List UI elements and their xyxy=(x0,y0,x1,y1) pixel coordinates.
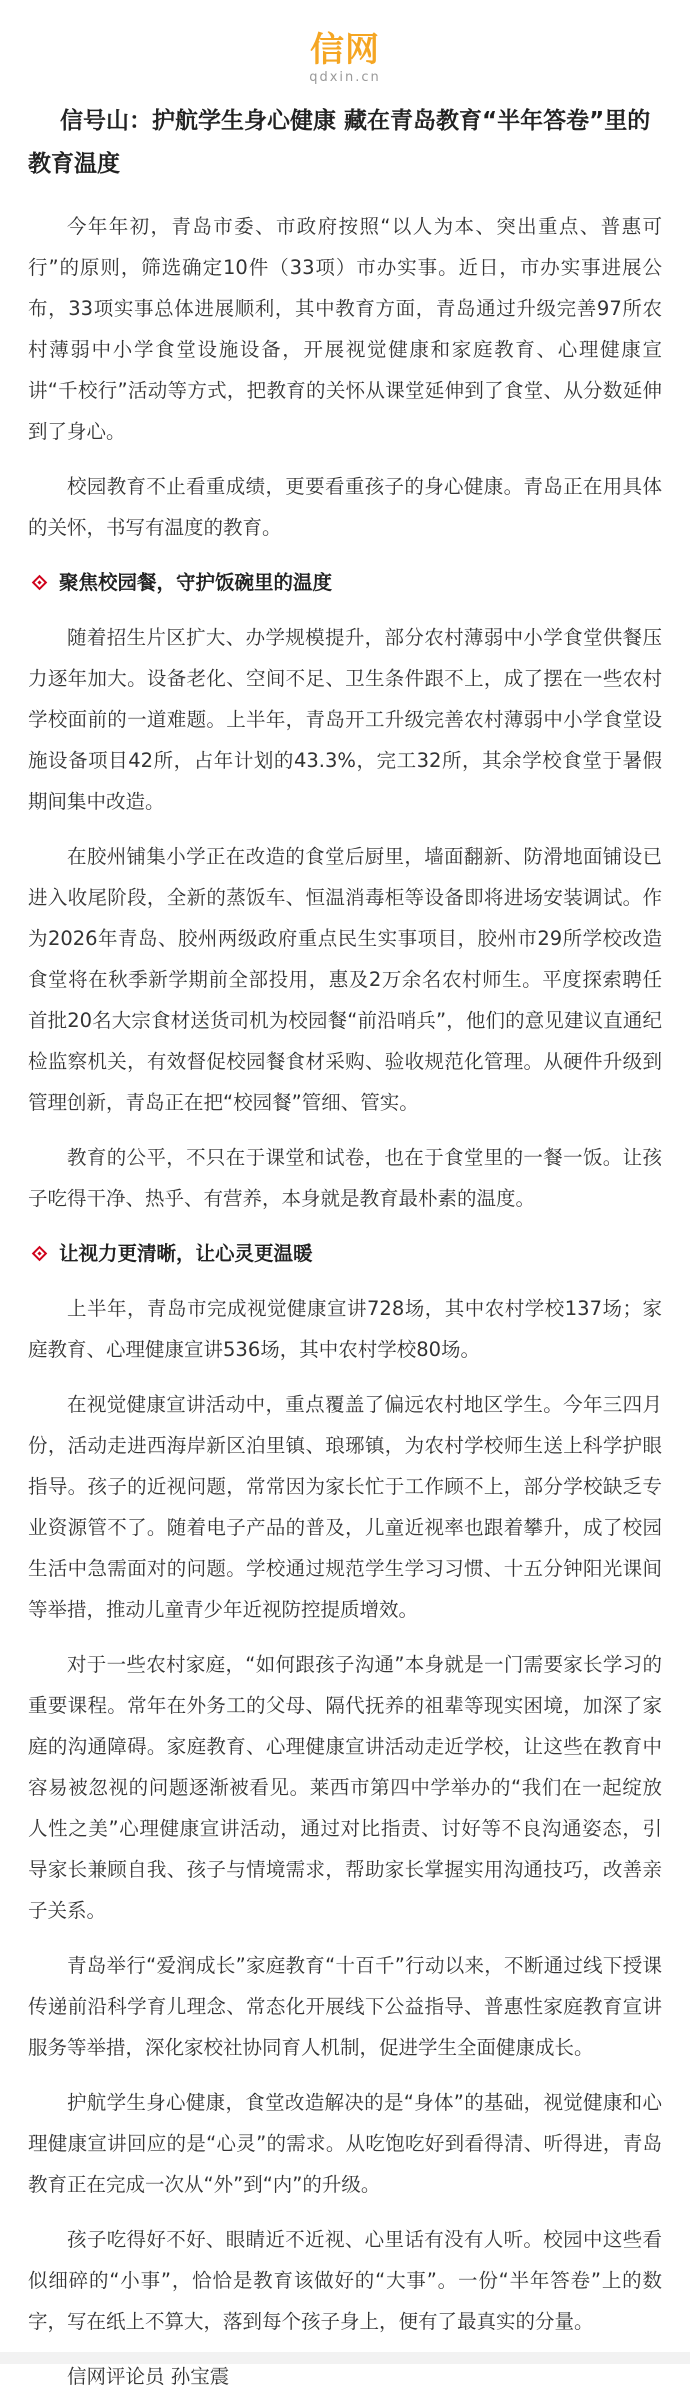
paragraph: 随着招生片区扩大、办学规模提升，部分农村薄弱中小学食堂供餐压力逐年加大。设备老化、空间不足、卫生条件跟不上，成了摆在一些农村学校面前的一道难题。上半年，青岛开工升级完善农村薄弱中小学食堂设施设备项目42所，占年计划的43.3%，完工32所，其余学校食堂于暑假期间集中改造。 xyxy=(28,626,662,813)
paragraph: 教育的公平，不只在于课堂和试卷，也在于食堂里的一餐一饭。让孩子吃得干净、热乎、有营养，本身就是教育最朴素的温度。 xyxy=(28,1146,662,1210)
section-heading-text: 让视力更清晰，让心灵更温暖 xyxy=(59,1242,313,1265)
logo-domain-text: qdxin.cn xyxy=(309,70,381,85)
diamond-bullet-icon xyxy=(32,575,48,591)
paragraph: 上半年，青岛市完成视觉健康宣讲728场，其中农村学校137场；家庭教育、心理健康宣讲536场，其中农村学校80场。 xyxy=(28,1297,662,1361)
paragraph: 对于一些农村家庭，“如何跟孩子沟通”本身就是一门需要家长学习的重要课程。常年在外务工的父母、隔代抚养的祖辈等现实困境，加深了家庭的沟通障碍。家庭教育、心理健康宣讲活动走近学校，让这些在教育中容易被忽视的问题逐渐被看见。莱西市第四中学举办的“我们在一起绽放人性之美”心理健康宣讲活动，通过对比指责、讨好等不良沟通姿态，引导家长兼顾自我、孩子与情境需求，帮助家长掌握实用沟通技巧，改善亲子关系。 xyxy=(28,1653,662,1922)
logo-main-text: 信网 xyxy=(310,30,380,70)
section-heading xyxy=(28,562,662,603)
diamond-bullet-icon xyxy=(32,1246,48,1262)
paragraph: 护航学生身心健康，食堂改造解决的是“身体”的基础，视觉健康和心理健康宣讲回应的是“心灵”的需求。从吃饱吃好到看得清、听得进，青岛教育正在完成一次从“外”到“内”的升级。 xyxy=(28,2091,662,2196)
paragraph: 在视觉健康宣讲活动中，重点覆盖了偏远农村地区学生。今年三四月份，活动走进西海岸新区泊里镇、琅琊镇，为农村学校师生送上科学护眼指导。孩子的近视问题，常常因为家长忙于工作顾不上，部分学校缺乏专业资源管不了。随着电子产品的普及，儿童近视率也跟着攀升，成了校园生活中急需面对的问题。学校通过规范学生学习习惯、十五分钟阳光课间等举措，推动儿童青少年近视防控提质增效。 xyxy=(28,1393,662,1621)
section-heading xyxy=(28,1233,662,1274)
paragraph: 在胶州铺集小学正在改造的食堂后厨里，墙面翻新、防滑地面铺设已进入收尾阶段，全新的蒸饭车、恒温消毒柜等设备即将进场安装调试。作为2026年青岛、胶州两级政府重点民生实事项目，胶州市29所学校改造食堂将在秋季新学期前全部投用，惠及2万余名农村师生。平度探索聘任首批20名大宗食材送货司机为校园餐“前沿哨兵”，他们的意见建议直通纪检监察机关，有效督促校园餐食材采购、验收规范化管理。从硬件升级到管理创新，青岛正在把“校园餐”管细、管实。 xyxy=(28,845,662,1114)
paragraph: 青岛举行“爱润成长”家庭教育“十百千”行动以来，不断通过线下授课传递前沿科学育儿理念、常态化开展线下公益指导、普惠性家庭教育宣讲服务等举措，深化家校社协同育人机制，促进学生全面健康成长。 xyxy=(28,1954,662,2059)
article-title: 信号山：护航学生身心健康 藏在青岛教育“半年答卷”里的教育温度 xyxy=(28,108,651,177)
site-logo[interactable] xyxy=(0,30,690,86)
article-body xyxy=(28,206,662,2397)
paragraph: 孩子吃得好不好、眼睛近不近视、心里话有没有人听。校园中这些看似细碎的“小事”，恰恰是教育该做好的“大事”。一份“半年答卷”上的数字，写在纸上不算大，落到每个孩子身上，便有了最真实的分量。 xyxy=(28,2228,662,2333)
footer-divider xyxy=(0,2352,690,2364)
paragraph: 今年年初，青岛市委、市政府按照“以人为本、突出重点、普惠可行”的原则，筛选确定10件（33项）市办实事。近日，市办实事进展公布，33项实事总体进展顺利，其中教育方面，青岛通过升级完善97所农村薄弱中小学食堂设施设备，开展视觉健康和家庭教育、心理健康宣讲“千校行”活动等方式，把教育的关怀从课堂延伸到了食堂、从分数延伸到了身心。 xyxy=(28,215,662,443)
section-heading-text: 聚焦校园餐，守护饭碗里的温度 xyxy=(59,571,333,594)
article-author: 信网评论员 孙宝震 xyxy=(67,2365,230,2388)
paragraph: 校园教育不止看重成绩，更要看重孩子的身心健康。青岛正在用具体的关怀，书写有温度的教育。 xyxy=(28,475,662,539)
